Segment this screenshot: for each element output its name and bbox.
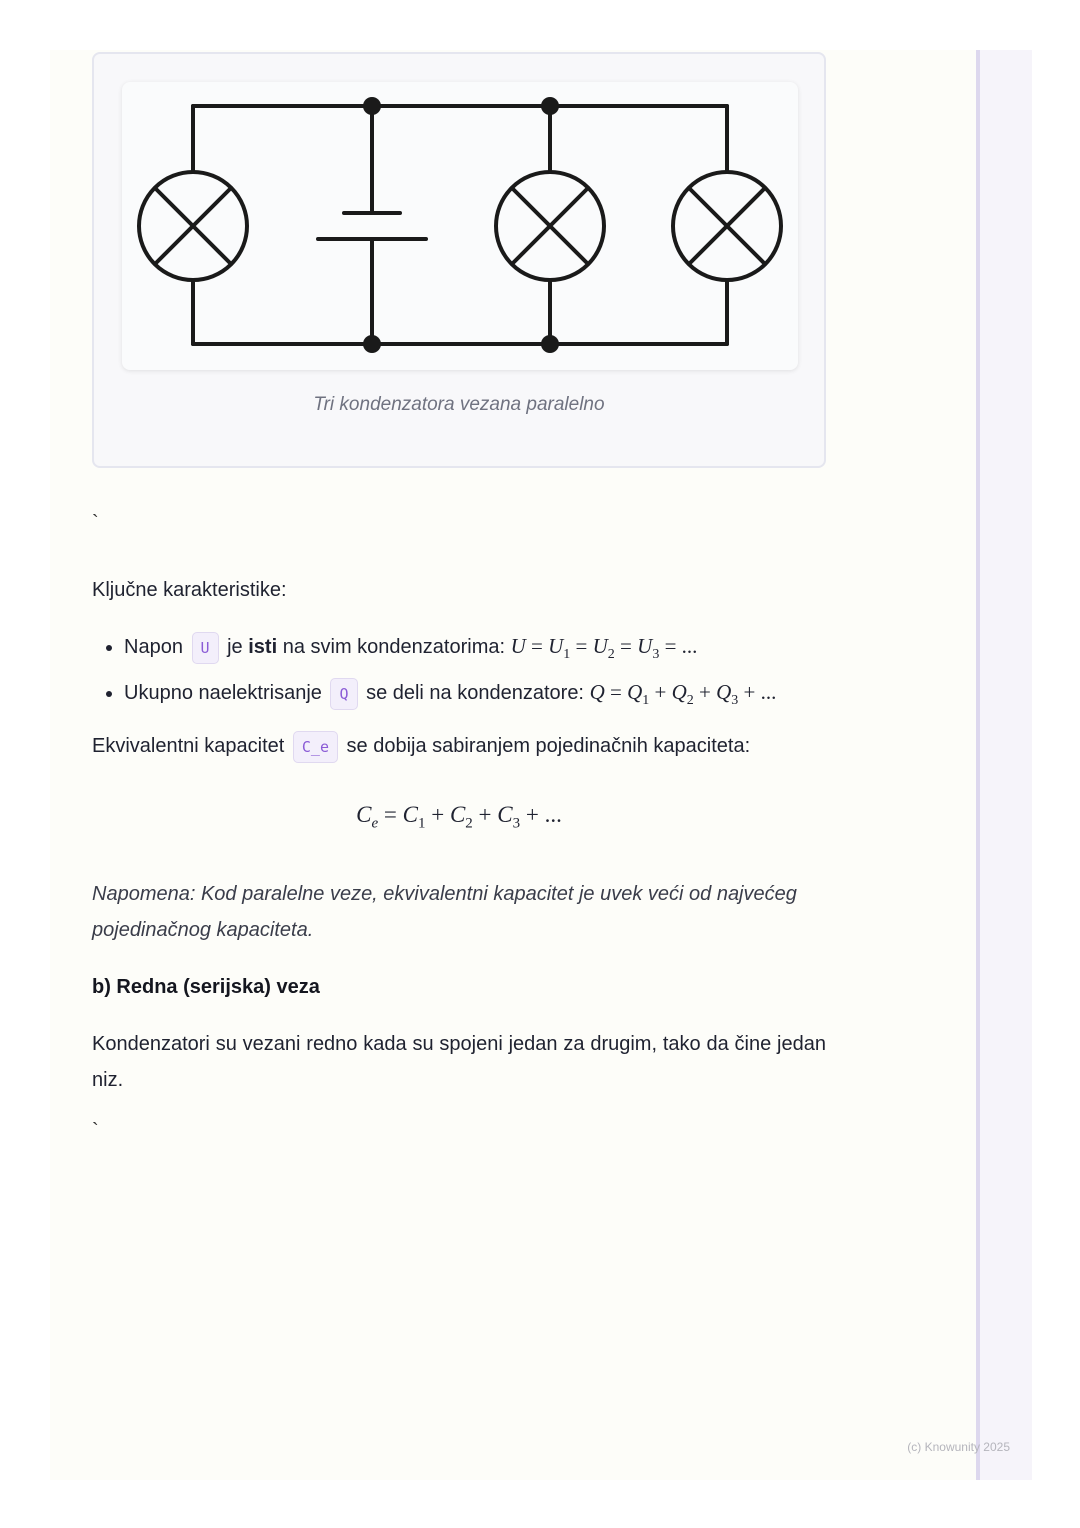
lamp-1 — [139, 172, 247, 280]
list-item: • Ukupno naelektrisanje Q se deli na kondenzatore: $Q = Q_1 + Q_2 + Q_3$ + ... — [124, 672, 832, 716]
list-item: • Napon U je isti na svim kondenzatorima: $U = U_1 = U_2 = U_3$ = ... — [124, 626, 832, 670]
battery-symbol — [318, 213, 426, 239]
copyright-footer: (c) Knowunity 2025 — [907, 1440, 1010, 1454]
stray-backtick: ` — [92, 512, 99, 534]
note-paragraph: Napomena: Kod paralelne veze, ekvivalentni kapacitet je uvek veći od najvećeg pojedinačnog kapaciteta. — [92, 883, 797, 941]
key-features-list — [92, 626, 832, 718]
side-strip — [976, 50, 1032, 1480]
lamp-3 — [673, 172, 781, 280]
junction-dot — [541, 335, 559, 353]
charge-formula: $Q = Q_1 + Q_2 + Q_3$ + ... — [589, 680, 777, 709]
circuit-figure — [92, 52, 826, 468]
stray-backtick: ` — [92, 1120, 99, 1142]
series-connection-paragraph: Kondenzatori su vezani redno kada su spojeni jedan za drugim, tako da čine jedan niz. — [92, 1033, 826, 1091]
inline-code: C_e — [293, 731, 338, 763]
voltage-formula: $U = U_1 = U_2 = U_3$ = ... — [510, 634, 698, 663]
equivalent-capacitance-formula: $C_e = C_1 + C_2 + C_3$ + ... — [356, 802, 562, 832]
junction-dot — [541, 97, 559, 115]
lamp-2 — [496, 172, 604, 280]
junction-dot — [363, 97, 381, 115]
junction-dot — [363, 335, 381, 353]
parallel-circuit-diagram — [122, 82, 798, 370]
key-features-heading: Ključne karakteristike: — [92, 579, 287, 601]
inline-code: Q — [330, 678, 357, 710]
inline-code: U — [192, 632, 219, 664]
circuit-diagram-frame — [122, 82, 798, 370]
figure-caption: Tri kondenzatora vezana paralelno — [313, 394, 605, 415]
series-connection-heading: b) Redna (serijska) veza — [92, 976, 320, 998]
equivalent-capacitance-text: Ekvivalentni kapacitet C_e se dobija sabiranjem pojedinačnih kapaciteta: — [92, 728, 826, 764]
